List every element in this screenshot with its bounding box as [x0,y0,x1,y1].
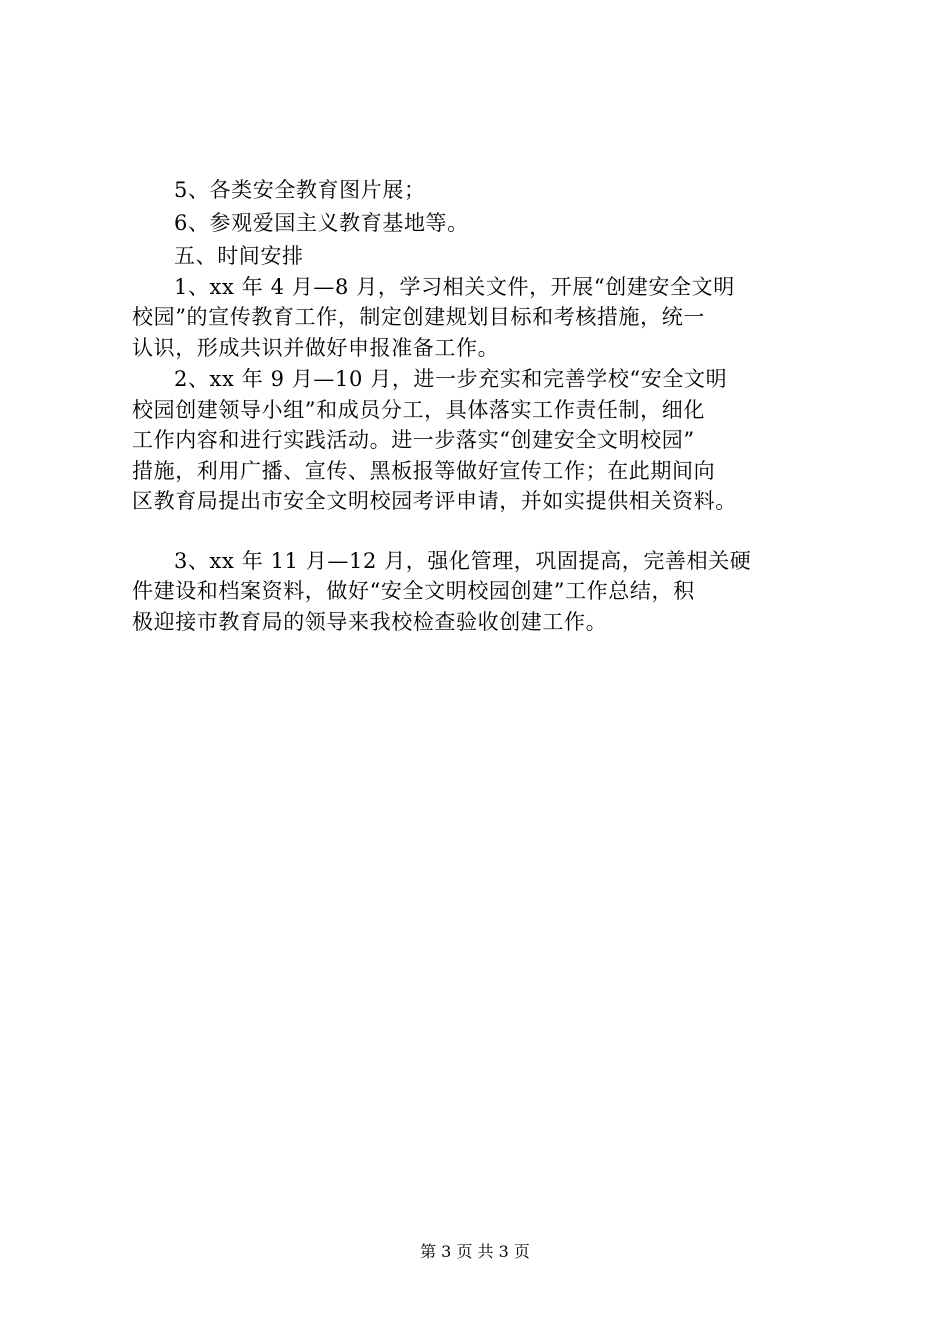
schedule-item-3-line-2: 件建设和档案资料，做好“安全文明校园创建”工作总结，积 [132,579,695,603]
list-item-5: 5、各类安全教育图片展； [174,178,426,202]
schedule-item-2-line-5: 区教育局提出市安全文明校园考评申请，并如实提供相关资料。 [132,489,737,513]
page-number-footer: 第 3 页 共 3 页 [420,1242,530,1261]
section-heading-schedule: 五、时间安排 [174,244,304,268]
schedule-item-1-line-1: 1、xx 年 4 月—8 月，学习相关文件，开展“创建安全文明 [174,275,735,299]
schedule-item-2-line-2: 校园创建领导小组”和成员分工，具体落实工作责任制，细化 [132,398,705,422]
schedule-item-1-line-2: 校园”的宣传教育工作，制定创建规划目标和考核措施，统一 [132,305,705,329]
schedule-item-3-line-3: 极迎接市教育局的领导来我校检查验收创建工作。 [132,610,608,634]
list-item-6: 6、参观爱国主义教育基地等。 [174,211,469,235]
schedule-item-2-line-4: 措施，利用广播、宣传、黑板报等做好宣传工作；在此期间向 [132,459,716,483]
schedule-item-1-line-3: 认识，形成共识并做好申报准备工作。 [132,336,500,360]
schedule-item-2-line-1: 2、xx 年 9 月—10 月，进一步充实和完善学校“安全文明 [174,367,728,391]
schedule-item-3-line-1: 3、xx 年 11 月—12 月，强化管理，巩固提高，完善相关硬 [174,549,752,573]
schedule-item-2-line-3: 工作内容和进行实践活动。进一步落实“创建安全文明校园” [132,428,695,452]
